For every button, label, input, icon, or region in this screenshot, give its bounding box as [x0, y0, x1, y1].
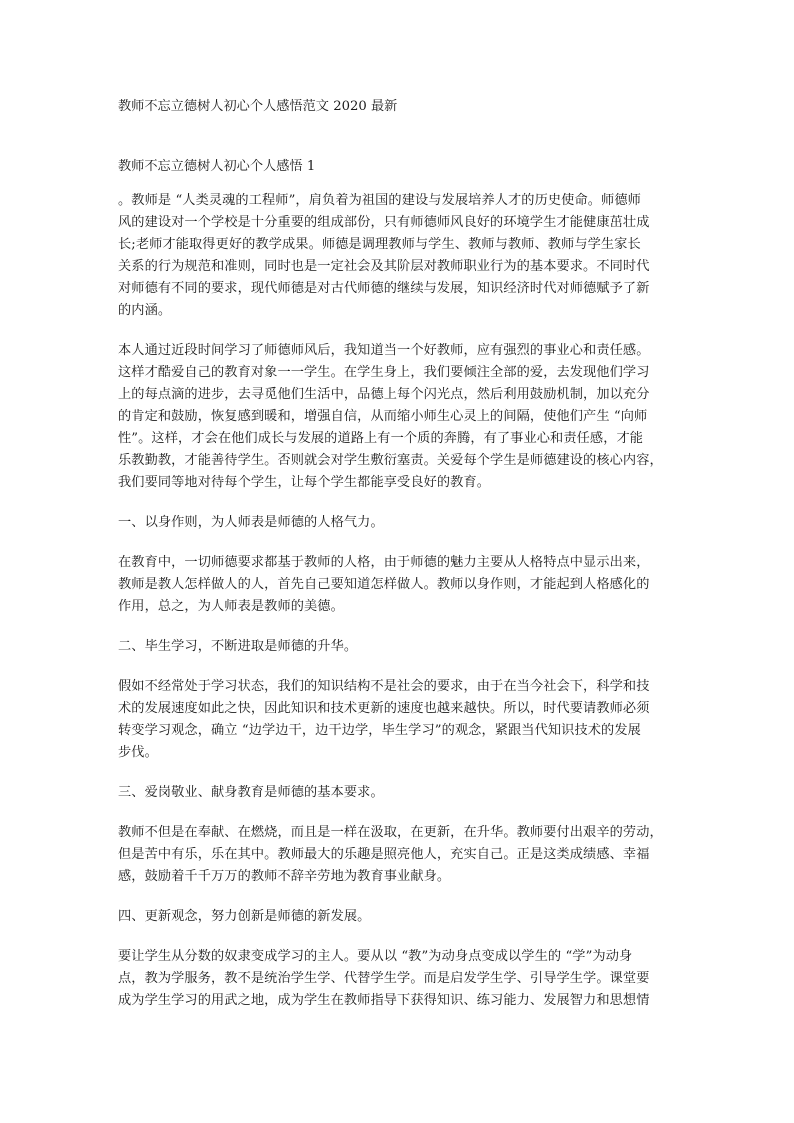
- paragraph-line: 的内涵。: [118, 303, 172, 318]
- paragraph-line: 教师是教人怎样做人的人，首先自己要知道怎样做人。教师以身作则，才能起到人格感化的: [118, 577, 650, 592]
- paragraph-line: 的肯定和鼓励，恢复感到暖和，增强自信，从而缩小师生心灵上的间隔，使他们产生 “向师: [118, 409, 648, 424]
- paragraph: [118, 552, 680, 618]
- paragraph: [118, 340, 680, 494]
- paragraph: [118, 946, 680, 1012]
- paragraph-line: 感，鼓励着千千万万的教师不辞辛劳地为教育事业献身。: [118, 869, 451, 884]
- paragraph-line: 教师不但是在奉献、在燃烧，而且是一样在汲取，在更新，在升华。教师要付出艰辛的劳动，: [118, 825, 663, 840]
- paragraph-line: 成为学生学习的用武之地，成为学生在教师指导下获得知识、练习能力、发展智力和思想情: [118, 993, 650, 1008]
- paragraph: [118, 822, 680, 888]
- paragraph-line: 四、更新观念，努力创新是师德的新发展。: [118, 909, 371, 924]
- paragraph: [118, 512, 680, 534]
- paragraph: [118, 906, 680, 928]
- paragraph-line: 点，教为学服务，教不是统治学生学、代替学生学。而是启发学生学、引导学生学。课堂要: [118, 971, 650, 986]
- paragraph-line: 对师德有不同的要求，现代师德是对古代师德的继续与发展，知识经济时代对师德赋予了新: [118, 281, 650, 296]
- paragraph: [118, 782, 680, 804]
- paragraph-line: 关系的行为规范和准则，同时也是一定社会及其阶层对教师职业行为的基本要求。不同时代: [118, 259, 650, 274]
- document-content: [118, 96, 680, 1012]
- paragraph-line: 本人通过近段时间学习了师德师风后，我知道当一个好教师，应有强烈的事业心和责任感。: [118, 343, 650, 358]
- paragraph-line: 。教师是 “人类灵魂的工程师”，肩负着为祖国的建设与发展培养人才的历史使命。师德师: [118, 193, 641, 208]
- document-title: 教师不忘立德树人初心个人感悟范文 2020 最新: [118, 99, 398, 114]
- paragraph-line: 假如不经常处于学习状态，我们的知识结构不是社会的要求，由于在当今社会下，科学和技: [118, 679, 650, 694]
- document-body: [118, 190, 680, 1012]
- paragraph-line: 作用，总之，为人师表是教师的美德。: [118, 599, 344, 614]
- paragraph-line: 二、毕生学习，不断进取是师德的升华。: [118, 639, 358, 654]
- paragraph-line: 要让学生从分数的奴隶变成学习的主人。要从以 “教”为动身点变成以学生的 “学”为动身: [118, 949, 633, 964]
- paragraph-line: 在教育中，一切师德要求都基于教师的人格，由于师德的魅力主要从人格特点中显示出来，: [118, 555, 650, 570]
- paragraph-line: 步伐。: [118, 745, 158, 760]
- paragraph-line: 我们要同等地对待每个学生，让每个学生都能享受良好的教育。: [118, 475, 491, 490]
- paragraph-line: 但是苦中有乐，乐在其中。教师最大的乐趣是照亮他人，充实自己。正是这类成绩感、幸福: [118, 847, 650, 862]
- paragraph-line: 上的每点滴的进步，去寻觅他们生活中，品德上每个闪光点，然后利用鼓励机制，加以充分: [118, 387, 650, 402]
- paragraph: [118, 676, 680, 764]
- paragraph: [118, 190, 680, 322]
- paragraph: [118, 636, 680, 658]
- paragraph-line: 风的建设对一个学校是十分重要的组成部份，只有师德师风良好的环境学生才能健康茁壮成: [118, 215, 650, 230]
- paragraph-line: 三、爱岗敬业、献身教育是师德的基本要求。: [118, 785, 384, 800]
- paragraph-line: 一、以身作则，为人师表是师德的人格气力。: [118, 515, 384, 530]
- paragraph-line: 这样才酷爱自己的教育对象一一学生。在学生身上，我们要倾注全部的爱，去发现他们学习: [118, 365, 650, 380]
- paragraph-line: 性”。这样，才会在他们成长与发展的道路上有一个质的奔腾，有了事业心和责任感，才能: [118, 431, 644, 446]
- paragraph-line: 转变学习观念，确立 “边学边干，边干边学，毕生学习”的观念，紧跟当代知识技术的发展: [118, 723, 641, 738]
- document-subtitle: 教师不忘立德树人初心个人感悟 1: [118, 159, 316, 174]
- paragraph-line: 长;老师才能取得更好的教学成果。师德是调理教师与学生、教师与教师、教师与学生家长: [118, 237, 641, 252]
- paragraph-line: 术的发展速度如此之快，因此知识和技术更新的速度也越来越快。所以，时代要请教师必须: [118, 701, 650, 716]
- paragraph-line: 乐教勤教，才能善待学生。否则就会对学生敷衍塞责。关爱每个学生是师德建设的核心内容，: [118, 453, 663, 468]
